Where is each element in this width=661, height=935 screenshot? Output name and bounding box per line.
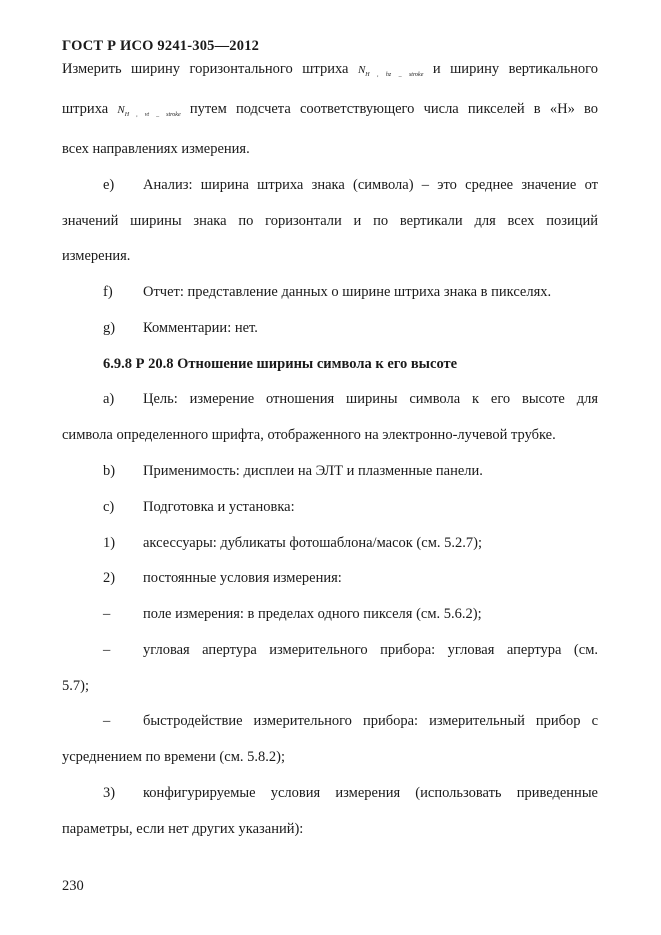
page-number: 230: [62, 878, 84, 894]
paragraph-line: 5.7);: [62, 678, 89, 694]
dash-item-aperture: [103, 641, 598, 659]
list-marker: c): [103, 499, 115, 515]
text: Измерить ширину горизонтального штриха: [62, 61, 349, 77]
list-item-e: [103, 176, 598, 194]
list-item-f: [103, 283, 598, 301]
list-item-2: [103, 569, 598, 587]
list-item-a: [103, 390, 598, 408]
list-item-b: [103, 462, 598, 480]
text: поле измерения: в пределах одного пикселя (см. 5.6.2);: [143, 606, 482, 622]
var-subscript: H , vt _ stroke: [124, 112, 181, 118]
dash-item-field: [103, 605, 598, 623]
text: Подготовка и установка:: [143, 499, 295, 515]
list-marker: b): [103, 463, 116, 479]
paragraph-line: усреднением по времени (см. 5.8.2);: [62, 749, 285, 765]
list-marker: a): [103, 391, 115, 407]
paragraph-line: измерения.: [62, 248, 131, 264]
text: конфигурируемые условия измерения (использовать приведенные: [143, 785, 598, 801]
list-marker: –: [103, 606, 111, 622]
text: аксессуары: дубликаты фотошаблона/масок (см. 5.2.7);: [143, 535, 482, 551]
text: путем подсчета соответствующего числа пикселей в «Н» во: [189, 101, 599, 117]
list-item-3: [103, 784, 598, 802]
text: Отчет: представление данных о ширине штриха знака в пикселях.: [143, 284, 552, 300]
paragraph-line: [62, 100, 598, 124]
list-marker: f): [103, 284, 113, 300]
list-item-1: [103, 534, 598, 552]
formula-variable: [358, 64, 423, 76]
text: угловая апертура измерительного прибора: угловая апертура (см.: [143, 642, 598, 658]
text: быстродействие измерительного прибора: измерительный прибор с: [143, 713, 598, 729]
text: Комментарии: нет.: [143, 320, 258, 336]
section-title: 6.9.8 Р 20.8 Отношение ширины символа к его высоте: [103, 356, 458, 372]
text: Применимость: дисплеи на ЭЛТ и плазменные панели.: [143, 463, 483, 479]
var-main: N: [357, 64, 366, 76]
paragraph-line: параметры, если нет других указаний):: [62, 821, 304, 837]
list-item-c: [103, 498, 598, 516]
var-subscript: H , hz _ stroke: [365, 72, 424, 78]
list-marker: –: [103, 713, 111, 729]
list-marker: 1): [103, 535, 116, 551]
list-marker: e): [103, 177, 115, 193]
text: постоянные условия измерения:: [143, 570, 342, 586]
text: и ширину вертикального: [432, 61, 599, 77]
document-header: ГОСТ Р ИСО 9241-305—2012: [62, 38, 260, 54]
text: Анализ: ширина штриха знака (символа) – это среднее значение от: [143, 177, 598, 193]
list-marker: 3): [103, 785, 116, 801]
text: Цель: измерение отношения ширины символа к его высоте для: [143, 391, 598, 407]
formula-variable: [117, 104, 180, 116]
paragraph-line: всех направлениях измерения.: [62, 141, 250, 157]
list-marker: g): [103, 320, 116, 336]
paragraph-line: символа определенного шрифта, отображенного на электронно-лучевой трубке.: [62, 427, 556, 443]
list-marker: –: [103, 642, 111, 658]
list-marker: 2): [103, 570, 116, 586]
paragraph-line: [62, 60, 598, 84]
dash-item-speed: [103, 712, 598, 730]
list-item-g: [103, 319, 598, 337]
text: штриха: [62, 101, 109, 117]
paragraph-line: значений ширины знака по горизонтали и по вертикали для всех позиций: [62, 213, 598, 229]
var-main: N: [117, 104, 125, 116]
